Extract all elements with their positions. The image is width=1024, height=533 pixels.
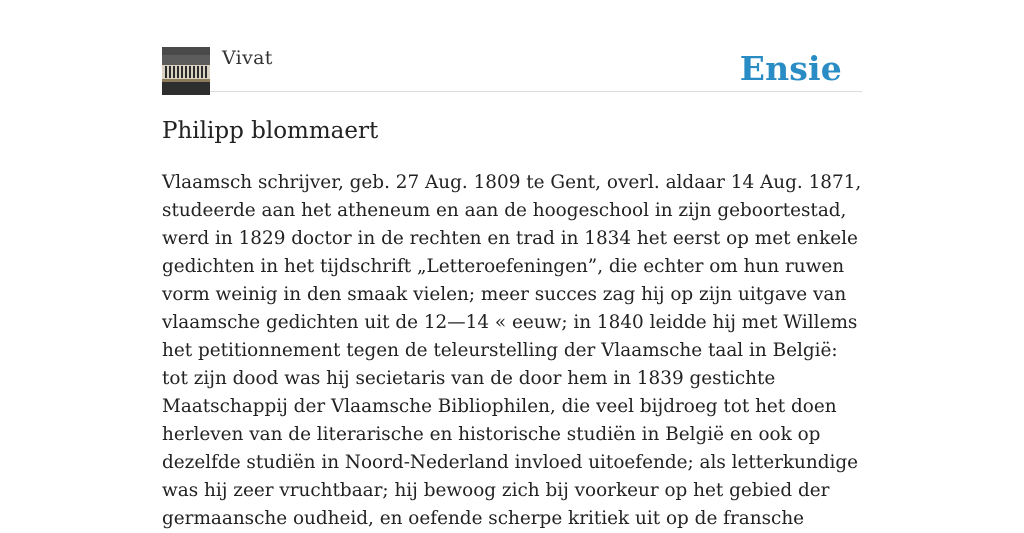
article-body: Vlaamsch schrijver, geb. 27 Aug. 1809 te Gent, overl. aldaar 14 Aug. 1871, studeerde aan het atheneum en aan de hoogeschool in zijn geboortestad, werd in 1829 doctor in de rechten en trad in 1834 het eerst op met enkele gedichten in het tijdschrift „Letteroefeningen”, die echter om hun ruwen vorm weinig in den smaak vielen; meer succes zag hij op zijn uitgave van vlaamsche gedichten uit de 12—14 « eeuw; in 1840 leidde hij met Willems het petitionnement tegen de teleurstelling der Vlaamsche taal in België: tot zijn dood was hij secietaris van de door hem in 1839 gestichte Maatschappij der Vlaamsche Bibliophilen, die veel bijdroeg tot het doen herleven van de literarische en historische studiën in België en ook op dezelfde studiën in Noord-Nederland invloed uitoefende; als letterkundige was hij zeer vruchtbaar; hij bewoog zich bij voorkeur op het gebied der germaansche oudheid, en oefende scherpe kritiek uit op de fransche [162, 172, 862, 529]
brand-logo[interactable]: Ensie [739, 49, 842, 88]
article-page [162, 0, 862, 529]
page-title: Philipp blommaert [162, 118, 379, 144]
article-header [162, 0, 862, 92]
source-name[interactable]: Vivat [222, 47, 273, 69]
books-avatar-icon[interactable] [162, 47, 210, 95]
